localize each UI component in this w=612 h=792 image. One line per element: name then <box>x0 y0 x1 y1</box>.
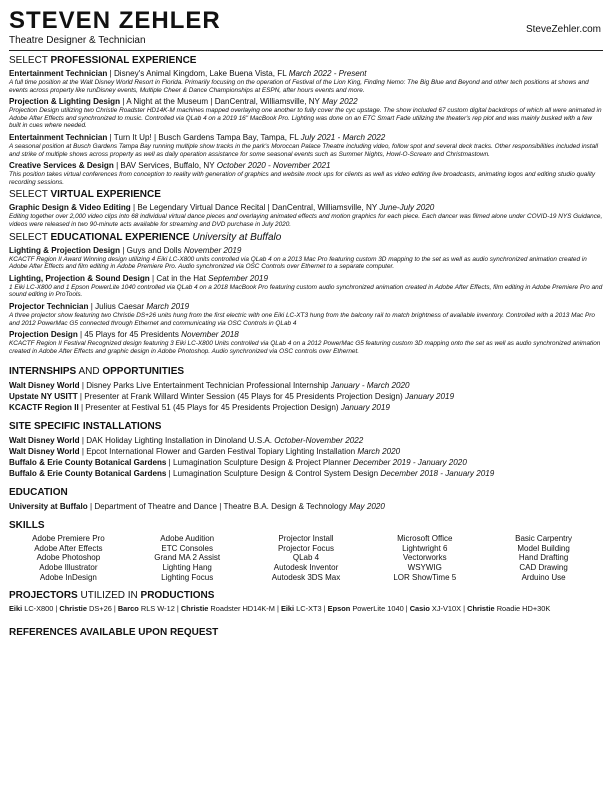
list-item: Projector Technician | Julius Caesar March 2019 A three projector show featuring two Christie DS+26 units hung from the first electric with one Eiki LC-XT3 hung from the balcony rail to match brightness of available inventory. Controlled with a 2013 Mac Pro and 2012 PowerMac G5 connected through Ethernet and communicating via OSC Controls in QLab 4 <box>9 301 595 327</box>
list-item: Lighting & Projection Design | Guys and Dolls November 2019 KCACTF Region II Award Winning design utilizing 4 Eiki LC-X800 units controlled via QLab 4 on a 2013 Mac Pro featuring custom 3D mapping to the set as well as audio synchronized animation created in Adobe After Effects and film editing in Adobe Premiere Pro. Audio synchronized via OSC Controls over Ethernet to a separate computer. <box>9 245 587 271</box>
list-item: Creative Services & Design | BAV Services, Buffalo, NY October 2020 - November 2021 This position takes virtual conferences from conception to reality with generation of graphics and website mock ups for clients as well as video editing live broadcasts, animating logos and editing studio quality recording sessions. <box>9 161 596 186</box>
divider <box>9 50 603 51</box>
section-title-site-specific: SITE SPECIFIC INSTALLATIONS <box>9 421 162 433</box>
list-item: Entertainment Technician | Turn It Up! | Busch Gardens Tampa Bay, Tampa, FL July 2021 - March 2022 A seasonal position at Busch Gardens Tampa Bay running multiple show tracks in the park's Moroccan Palace Theatre including video, follow spot and several deck tracks. Other responsibilities included install and strike of multiple shows across property as well as daily operation assistance for some seasonal events such as Summer Nights, Howl-O-Scream and Christmastown. <box>9 132 598 158</box>
list-item: Graphic Design & Video Editing | Be Legendary Virtual Dance Recital | DanCentral, Williamsville, NY June-July 2020 Editing together over 2,000 video clips into 68 individual virtual dance pieces and overlaying animated effects and motion graphics for each piece. Each dancer was filmed alone under COVID-19 NYS Guidance, videos were released in two 90-minute acts available for streaming and DVD purchase in July 2020. <box>9 203 603 228</box>
list-item: Buffalo & Erie County Botanical Gardens | Lumagination Sculpture Design & Project Planner December 2019 - January 2020 <box>9 458 467 468</box>
list-item: Lighting, Projection & Sound Design | Cat in the Hat September 2019 1 Eiki LC-X800 and 1 Epson PowerLite 1040 controlled via QLab 4 on a 2018 MacBook Pro featuring custom audio synchronized animation created in Adobe After Effects, film editing in Adobe Premiere Pro and sound editing in ProTools. <box>9 273 603 299</box>
section-title-skills: SKILLS <box>9 520 45 532</box>
skills-column: Adobe Premiere Pro Adobe After Effects Adobe Photoshop Adobe Illustrator Adobe InDesign <box>32 534 105 582</box>
section-title-educational: SELECT EDUCATIONAL EXPERIENCE University at Buffalo <box>9 231 282 243</box>
professional-list <box>9 69 603 186</box>
list-item: Projection Design | 45 Plays for 45 Presidents November 2018 KCACTF Region II Festival Recognized design featuring 3 Eiki LC-X800 Units controlled via QLab 4 on a 2012 PowerMac G5 featuring custom 3D mapping onto the set as well as audio synchronized animation created in Adobe After Effects and graphic design in Adobe Photoshop. Audio synchronized via OSC controls over Ethernet. <box>9 330 601 355</box>
list-item: Projection & Lighting Design | A Night at the Museum | DanCentral, Williamsville, NY May 2022 Projection Design utilizing two Christie Roadster HD14K-M machines mapped overlaying one another to fully cover the cyc upstage. The show included 67 custom digital backdrops of which all were animated in Adobe After Effects and synchronized to music. Controlled via QLab 4 on a 2019 16" MacBook Pro. Lighting was done on an ETC Smart Fade utilizing the theater's rep plot and was mainly busked with a few built in cues where needed. <box>9 97 602 130</box>
educational-list <box>9 246 603 356</box>
section-title-internships: INTERNSHIPS AND OPPORTUNITIES <box>9 366 185 378</box>
list-item: Upstate NY USITT | Presenter at Frank Willard Winter Session (45 Plays for 45 Presidents Projection Design) January 2019 <box>9 392 455 402</box>
section-title-education: EDUCATION <box>9 487 68 499</box>
section-title-projectors: PROJECTORS UTILIZED IN PRODUCTIONS <box>9 590 215 602</box>
resume-page <box>9 8 603 641</box>
skills-grid <box>9 534 603 582</box>
section-title-virtual: SELECT VIRTUAL EXPERIENCE <box>9 189 161 201</box>
resume-header <box>9 8 603 48</box>
list-item: University at Buffalo | Department of Theatre and Dance | Theatre B.A. Design & Technology May 2020 <box>9 502 385 512</box>
skills-column: Projector Install Projector Focus QLab 4 Autodesk Inventor Autodesk 3DS Max <box>271 534 341 582</box>
list-item: Walt Disney World | DAK Holiday Lighting Installation in Dinoland U.S.A. October-November 2022 <box>9 436 364 446</box>
skills-column: Adobe Audition ETC Consoles Grand MA 2 Assist Lighting Hang Lighting Focus <box>154 534 221 582</box>
website-link[interactable]: SteveZehler.com <box>525 24 601 35</box>
list-item: Walt Disney World | Disney Parks Live Entertainment Technician Professional Internship January - March 2020 <box>9 381 410 391</box>
list-item: KCACTF Region II | Presenter at Festival 51 (45 Plays for 45 Presidents Projection Design) January 2019 <box>9 403 390 413</box>
list-item: Entertainment Technician | Disney's Animal Kingdom, Lake Buena Vista, FL March 2022 - Present A full time position at the Walt Disney World Resort in Florida. Primarily focusing on the operation of Festival of the Lion King, Finding Nemo: The Big Blue and Beyond and other tech positions at shows and events across property like runDisney events, Multiple Cheer & Dance Championships at ESPN, after hours events and more. <box>9 69 589 94</box>
list-item: Walt Disney World | Epcot International Flower and Garden Festival Topiary Lighting Installation March 2020 <box>9 447 401 457</box>
section-title-references: REFERENCES AVAILABLE UPON REQUEST <box>9 627 219 639</box>
projectors-list: Eiki LC-X800 | Christie DS+26 | Barco RLS W-12 | Christie Roadster HD14K-M | Eiki LC-XT3 | Epson PowerLite 1040 | Casio XJ-V10X | Christie Roadie HD+30K <box>9 604 551 614</box>
name-heading: STEVEN ZEHLER <box>9 7 221 34</box>
skills-column: Microsoft Office Lightwright 6 Vectorworks WSYWIG LOR ShowTime 5 <box>393 534 457 582</box>
section-title-professional: SELECT PROFESSIONAL EXPERIENCE <box>9 55 197 66</box>
list-item: Buffalo & Erie County Botanical Gardens | Lumagination Sculpture Design & Control System Design December 2018 - January 2019 <box>9 469 495 479</box>
subtitle: Theatre Designer & Technician <box>9 35 146 46</box>
skills-column: Basic Carpentry Model Building Hand Drafting CAD Drawing Arduino Use <box>515 534 573 582</box>
